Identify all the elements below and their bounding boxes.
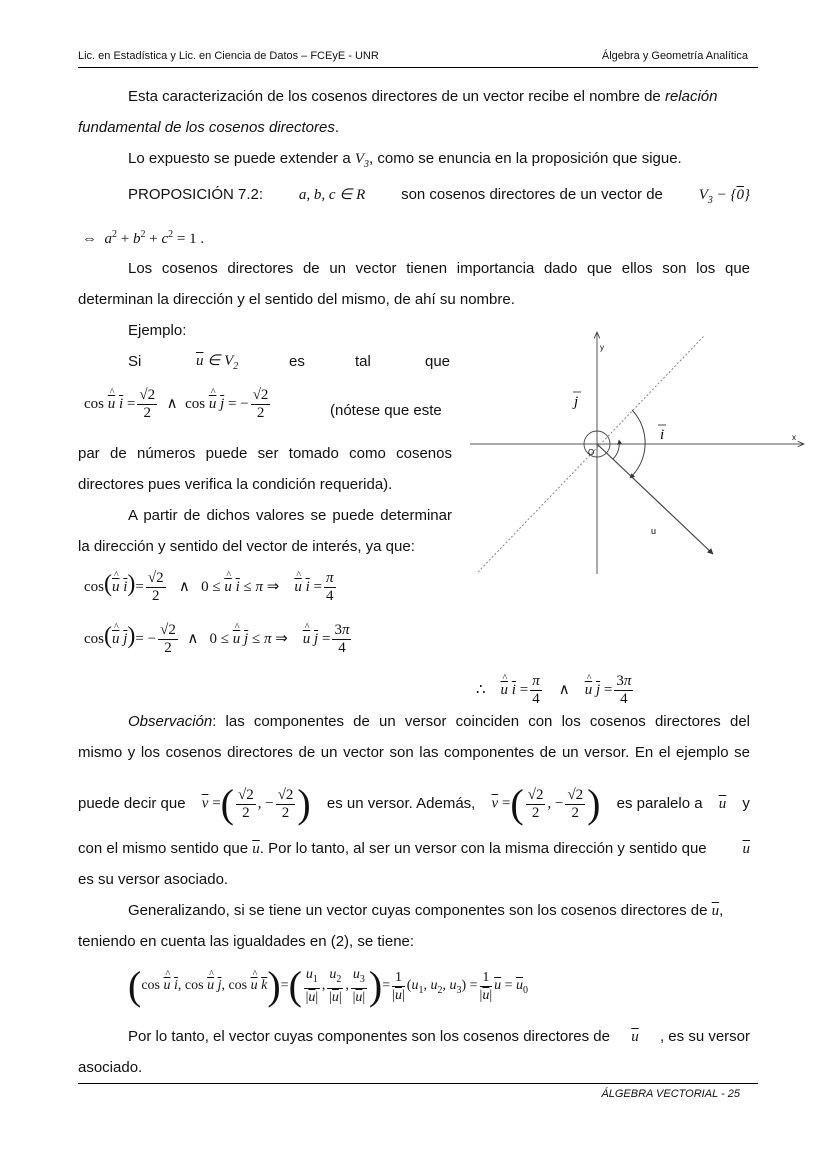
proposition-label: PROPOSICIÓN 7.2: bbox=[128, 186, 264, 203]
example-heading: Ejemplo: bbox=[128, 322, 187, 339]
paragraph-1-line-1: Esta caracterización de los cosenos directores de un vector recibe el nombre de relación bbox=[128, 88, 718, 105]
observation-label: Observación bbox=[128, 713, 213, 730]
footer-rule bbox=[78, 1083, 758, 1084]
math-angle-ui: cos(^ $\overline{u}$ $\overline{i})=$ $\frac{√2}{2}$ ∧ 0 ≤ ^ $\overline{u}$ $\overline{i} \le \pi$ ⇒ ^ $\overline{u}$ $\overline{i}$ = $\frac{\pi}{4}$ bbox=[84, 570, 338, 605]
paragraph-1-line-2: fundamental de los cosenos directores. bbox=[78, 119, 339, 136]
generalization-line-1: Generalizando, si se tiene un vector cuyas componentes son los cosenos directores de $\overline{u}$, bbox=[128, 902, 724, 919]
math-conclusion: ∴ ^ $\overline{u}$ $\overline{i}$ = $\frac{\pi}{4}$ ∧ ^ $\overline{u}$ $\overline{j}$ = $\frac{3\pi}{4}$ bbox=[476, 673, 635, 708]
example-es: es bbox=[289, 353, 305, 370]
example-que: que bbox=[425, 353, 451, 370]
paragraph-3-line-2: determinan la dirección y el sentido del mismo, de ahí su nombre. bbox=[78, 291, 515, 308]
paragraph-3-line-1: Los cosenos directores de un vector tienen importancia dado que ellos son los que bbox=[128, 260, 750, 277]
vector-u bbox=[597, 444, 713, 554]
math-v3-minus-zero: $V_3 - \{0\}$ bbox=[698, 187, 750, 206]
observation-line-4: con el mismo sentido que $\overline{u}$. Por lo tanto, al ser un versor con la misma dirección y sentido que $\overline{u}$ bbox=[78, 840, 750, 857]
i-label: i bbox=[660, 427, 665, 443]
math-proposition-condition: ⇔ $a^2 + b^2 + c^2 = 1$ . bbox=[82, 229, 205, 247]
observation-line-3: puede decir que $\overline{v}$ =( $\frac{√2}{2}$ , − $\frac{√2}{2}$ ) es un versor. Además, $\overline{v}$ =( $\frac{√2}{2}$ , − $\frac{√2}{2}$ ) es paralelo a $\overline{u}$ y bbox=[78, 781, 750, 826]
header-rule bbox=[78, 67, 758, 68]
example-apartir-line-2: la dirección y sentido del vector de interés, ya que: bbox=[78, 538, 415, 555]
u-label: u bbox=[651, 526, 657, 536]
math-u-5: $\overline{u}$ bbox=[631, 1029, 639, 1045]
example-notese: (nótese que este bbox=[330, 402, 442, 419]
emphasis-relacion: relación bbox=[664, 88, 718, 105]
math-abc-in-R: a, b, c ∈ R bbox=[298, 187, 366, 203]
footer-text: ÁLGEBRA VECTORIAL - 25 bbox=[601, 1088, 740, 1100]
observation-line-2: mismo y los cosenos directores de un vector son las componentes de un versor. En el ejemplo se bbox=[78, 744, 750, 761]
observation-line-1: Observación: las componentes de un versor coinciden con los cosenos directores del bbox=[128, 713, 750, 730]
math-u-in-v2: $\overline{u}$ ∈ $V_2$ bbox=[196, 353, 239, 372]
j-label: j bbox=[574, 394, 579, 410]
math-angle-uj: cos(^ $\overline{u}$ $\overline{j})=$ − $\frac{√2}{2}$ ∧ 0 ≤ ^ $\overline{u}$ $\overline{j} \le \pi$ ⇒ ^ $\overline{u}$ $\overline{j}$ = $\frac{3\pi}{4}$ bbox=[84, 622, 353, 657]
math-u-3: $\overline{u}$ bbox=[742, 841, 750, 857]
final-line-1: Por lo tanto, el vector cuyas componentes son los cosenos directores de $\overline{u}$ , es su versor bbox=[128, 1028, 750, 1045]
header-right: Álgebra y Geometría Analítica bbox=[601, 50, 748, 62]
example-par-line-2: directores pues verifica la condición requerida). bbox=[78, 476, 393, 493]
math-u-1: $\overline{u}$ bbox=[718, 796, 727, 812]
math-generalization-formula: (cos ^ $\overline{u}$ $\overline{i}$, cos ^ $\overline{u}$ $\overline{j}$, cos ^ $\overline{u}$ $\overline{k})=$( $\frac{u_1}{|\overline{u}|}$ , $\frac{u_2}{|\overline{u}|}$ , $\frac{u_3}{|\overline{u}|}$ )= $\frac{1}{|\overline{u}|}$ ($u_1$, $u_2$, $u_3$) = $\frac{1}{|\overline{u}|}$ $\overline{u} = \overline{u}_0$ bbox=[128, 966, 528, 1006]
proposition-line bbox=[128, 186, 750, 210]
math-v-versor-1: $\overline{v}$ =( $\frac{√2}{2}$ , − $\frac{√2}{2}$ ) bbox=[201, 781, 311, 826]
observation-line-5: es su versor asociado. bbox=[78, 871, 229, 888]
paragraph-2: Lo expuesto se puede extender a $V_3$, como se enuncia en la proposición que sigue. bbox=[128, 150, 682, 170]
emphasis-fundamental: fundamental de los cosenos directores bbox=[78, 119, 335, 136]
example-apartir-line-1: A partir de dichos valores se puede determinar bbox=[128, 507, 452, 524]
generalization-line-2: teniendo en cuenta las igualdades en (2), se tiene: bbox=[78, 933, 415, 950]
angle-arc-i bbox=[613, 440, 619, 459]
math-v-versor-2: $\overline{v}$ =( $\frac{√2}{2}$ , − $\frac{√2}{2}$ ) bbox=[491, 781, 601, 826]
proposition-text: son cosenos directores de un vector de bbox=[401, 186, 663, 203]
header-left: Lic. en Estadística y Lic. en Ciencia de Datos – FCEyE - UNR bbox=[78, 50, 379, 62]
math-cos-values: cos ^ $\overline{u}$ $\overline{i}$ = $\frac{√2}{2}$ ∧ cos ^ $\overline{u}$ $\overline{j}$ = − $\frac{√2}{2}$ bbox=[84, 387, 272, 422]
y-axis-label: y bbox=[600, 343, 604, 352]
example-par-line-1: par de números puede ser tomado como cosenos bbox=[78, 445, 452, 462]
example-si: Si bbox=[128, 353, 142, 370]
origin-label: O bbox=[588, 448, 595, 457]
math-u-4: $\overline{u}$ bbox=[711, 903, 720, 919]
example-tal: tal bbox=[355, 353, 371, 370]
math-v3: $V_3$ bbox=[354, 151, 370, 170]
final-line-2: asociado. bbox=[78, 1059, 143, 1076]
vector-diagram bbox=[470, 328, 810, 583]
math-u-2: $\overline{u}$ bbox=[252, 841, 260, 857]
x-axis-label: x bbox=[792, 433, 796, 442]
